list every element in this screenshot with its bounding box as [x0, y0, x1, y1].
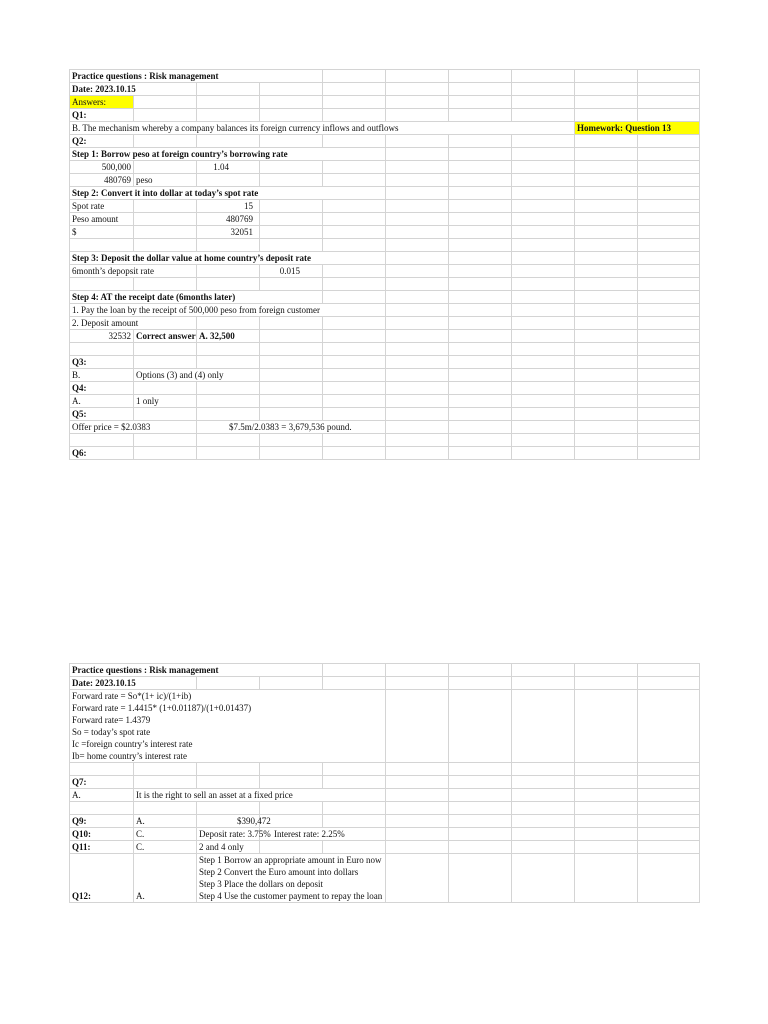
sheet-title: Practice questions : Risk management: [70, 70, 323, 83]
formula-line: Ib= home country’s interest rate: [72, 751, 188, 761]
q12-step: Step 3 Place the dollars on deposit: [199, 879, 323, 889]
q11-choice: C.: [134, 841, 197, 854]
q12-choice: A.: [134, 854, 197, 903]
step1-unit: peso: [134, 174, 197, 187]
q5-offer-price: Offer price = $2.0383: [70, 421, 197, 434]
answers-label: Answers:: [70, 96, 134, 109]
correct-answer-choice: A. 32,500: [197, 330, 260, 343]
q2-label: Q2:: [70, 135, 134, 148]
step4-line2: 2. Deposit amount: [70, 317, 197, 330]
q3-text: Options (3) and (4) only: [134, 369, 260, 382]
q4-text: 1 only: [134, 395, 197, 408]
q11-text: 2 and 4 only: [197, 841, 260, 854]
q10-choice: C.: [134, 828, 197, 841]
dollar-label: $: [70, 226, 134, 239]
homework-note: Homework: Question 13: [575, 122, 700, 135]
spot-rate-value: 15: [197, 200, 260, 213]
sheet-grid-2: [69, 663, 700, 903]
spot-rate-label: Spot rate: [70, 200, 134, 213]
q5-label: Q5:: [70, 408, 134, 421]
worksheet-1: [69, 69, 699, 460]
step1-result: 480769: [70, 174, 134, 187]
peso-amount-value: 480769: [197, 213, 260, 226]
q3-label: Q3:: [70, 356, 134, 369]
sheet-date: Date: 2023.10.15: [70, 83, 197, 96]
q6-label: Q6:: [70, 447, 134, 460]
step3-heading: Step 3: Deposit the dollar value at home country’s deposit rate: [70, 252, 386, 265]
q4-label: Q4:: [70, 382, 134, 395]
deposit-rate-value: 0.015: [260, 265, 323, 278]
sheet-title-2: Practice questions : Risk management: [70, 664, 323, 677]
formula-line: Forward rate= 1.4379: [72, 715, 151, 725]
step1-amount: 500,000: [70, 161, 134, 174]
step1-heading: Step 1: Borrow peso at foreign country’s borrowing rate: [70, 148, 386, 161]
sheet-date-2: Date: 2023.10.15: [70, 677, 197, 690]
formula-line: So = today’s spot rate: [72, 727, 151, 737]
step4-heading: Step 4: AT the receipt date (6months later): [70, 291, 323, 304]
q12-label: Q12:: [70, 854, 134, 903]
q10-interest-rate: Interest rate: 2.25%: [260, 828, 386, 841]
q3-choice: B.: [70, 369, 134, 382]
peso-amount-label: Peso amount: [70, 213, 134, 226]
q5-calculation: $7.5m/2.0383 = 3,679,536 pound.: [197, 421, 386, 434]
q12-step: Step 2 Convert the Euro amount into dollars: [199, 867, 359, 877]
q4-choice: A.: [70, 395, 134, 408]
q12-step: Step 1 Borrow an appropriate amount in Euro now: [199, 855, 382, 865]
q12-steps: [197, 854, 386, 903]
forward-rate-formula: [70, 690, 386, 763]
dollar-value: 32051: [197, 226, 260, 239]
q7-text: It is the right to sell an asset at a fixed price: [134, 789, 386, 802]
q1-label: Q1:: [70, 109, 134, 122]
deposit-amount: 32532: [70, 330, 134, 343]
formula-line: Forward rate = 1.4415* (1+0.01187)/(1+0.01437): [72, 703, 252, 713]
step4-line1: 1. Pay the loan by the receipt of 500,000 peso from foreign customer: [70, 304, 386, 317]
q10-deposit-rate: Deposit rate: 3.75%: [197, 828, 260, 841]
deposit-rate-label: 6month’s depopsit rate: [70, 265, 197, 278]
q11-label: Q11:: [70, 841, 134, 854]
correct-answer-label: Correct answer: [134, 330, 197, 343]
q9-label: Q9:: [70, 815, 134, 828]
worksheet-2: [69, 663, 699, 903]
step1-rate: 1.04: [197, 161, 260, 174]
q10-label: Q10:: [70, 828, 134, 841]
step2-heading: Step 2: Convert it into dollar at today’s spot rate: [70, 187, 386, 200]
q7-label: Q7:: [70, 776, 134, 789]
formula-line: Forward rate = So*(1+ ic)/(1+ib): [72, 691, 192, 701]
q7-choice: A.: [70, 789, 134, 802]
formula-line: Ic =foreign country’s interest rate: [72, 739, 193, 749]
q9-choice: A.: [134, 815, 197, 828]
q9-text: $390,472: [197, 815, 260, 828]
q12-step: Step 4 Use the customer payment to repay the loan: [199, 891, 383, 901]
q1-answer: B. The mechanism whereby a company balances its foreign currency inflows and outflows: [70, 122, 575, 135]
sheet-grid-1: [69, 69, 700, 460]
